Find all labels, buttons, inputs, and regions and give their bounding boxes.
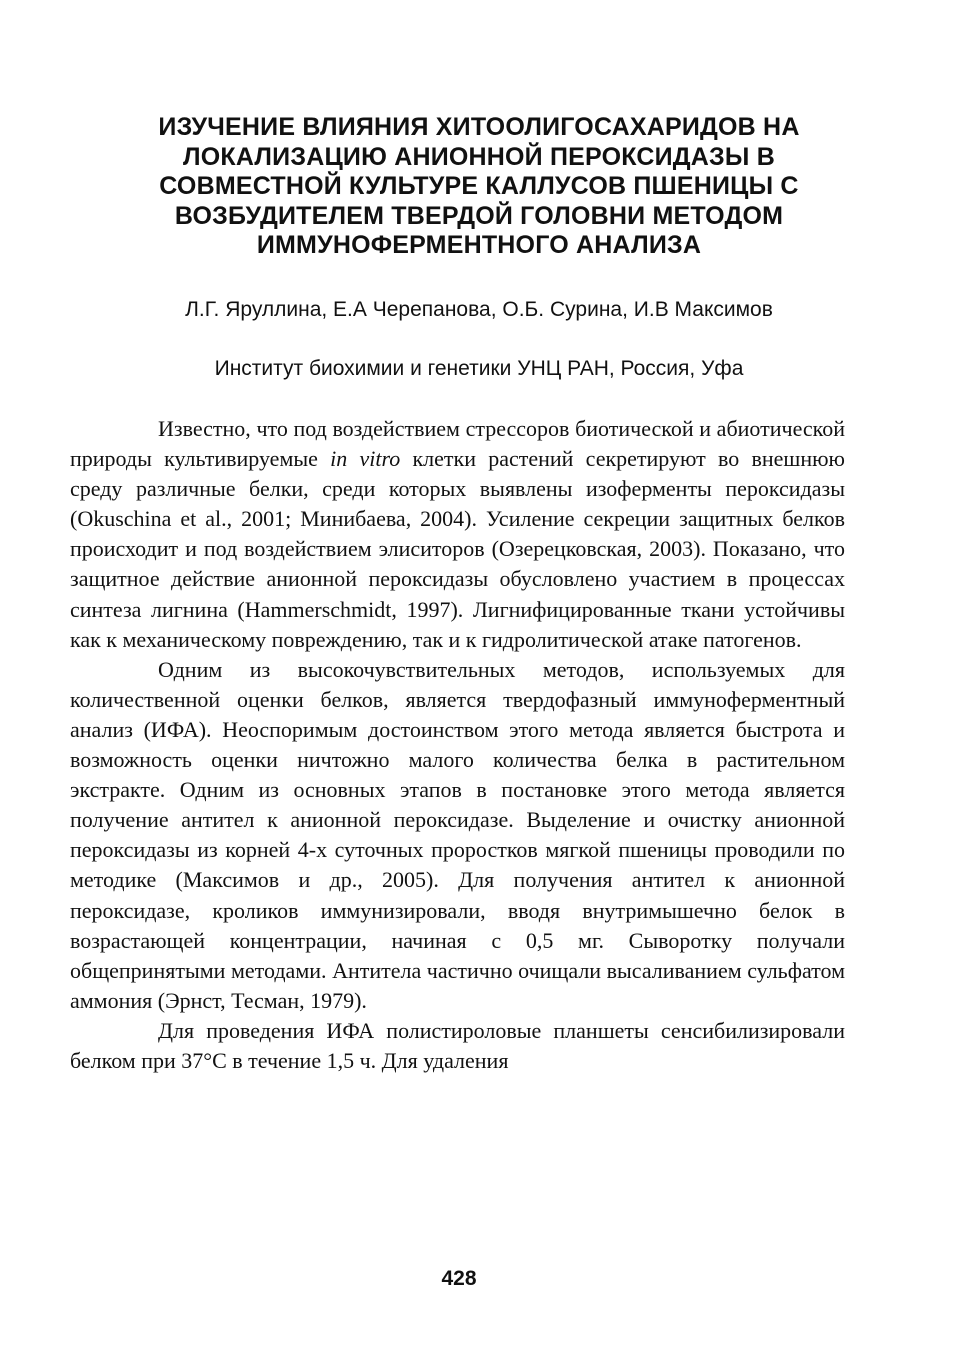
article-body (70, 414, 845, 1076)
paragraph-1-text-b: клетки растений секретируют во внешнюю среду различные белки, среди которых выявлены изоферменты пероксидазы (Okuschina et al., 2001; Минибаева, 2004). Усиление секреции защитных белков происходит и под воздействием элиситоров (Озерецковская, 2003). Показано, что защитное действие анионной пероксидазы обусловлено участием в процессах синтеза лигнина (Hammerschmidt, 1997). Лигнифицированные ткани устойчивы как к механическому повреждению, так и к гидролитической атаке патогенов. (70, 446, 845, 652)
paragraph-1 (70, 414, 845, 655)
title-line: СОВМЕСТНОЙ КУЛЬТУРЕ КАЛЛУСОВ ПШЕНИЦЫ С (159, 172, 799, 200)
paragraph-1-text-a: Известно, что под воздействием стрессоров биотической и абиотической природы культивируемые (70, 416, 845, 472)
paragraph-2: Одним из высокочувствительных методов, используемых для количественной оценки белков, является твердофазный иммуноферментный анализ (ИФА). Неоспоримым достоинством этого метода является быстрота и возможность оценки ничтожно малого количества белка в растительном экстракте. Одним из основных этапов в постановке этого метода является получение антител к анионной пероксидазе. Выделение и очистку анионной пероксидазы из корней 4-х суточных проростков мягкой пшеницы проводили по методике (Максимов и др., 2005). Для получения антител к анионной пероксидазе, кроликов иммунизировали, вводя внутримышечно белок в возрастающей концентрации, начиная с 0,5 мг. Сыворотку получали общепринятыми методами. Антитела частично очищали высаливанием сульфатом аммония (Эрнст, Тесман, 1979). (70, 656, 845, 1013)
affiliation: Институт биохимии и генетики УНЦ РАН, Россия, Уфа (214, 357, 744, 380)
title-line: ВОЗБУДИТЕЛЕМ ТВЕРДОЙ ГОЛОВНИ МЕТОДОМ (174, 201, 784, 230)
title-line: ЛОКАЛИЗАЦИЮ АНИОННОЙ ПЕРОКСИДАЗЫ В (183, 142, 775, 171)
page-number: 428 (441, 1267, 477, 1290)
paragraph-1-italic-term: in vitro (330, 446, 401, 472)
article-title (100, 113, 858, 261)
author-list: Л.Г. Яруллина, Е.А Черепанова, О.Б. Сурина, И.В Максимов (185, 298, 773, 321)
title-line: ИЗУЧЕНИЕ ВЛИЯНИЯ ХИТООЛИГОСАХАРИДОВ НА (158, 113, 800, 141)
paragraph-3: Для проведения ИФА полистироловые планшеты сенсибилизировали белком при 37°С в течение 1,5 ч. Для удаления (70, 1017, 845, 1073)
title-line: ИММУНОФЕРМЕНТНОГО АНАЛИЗА (256, 231, 702, 259)
